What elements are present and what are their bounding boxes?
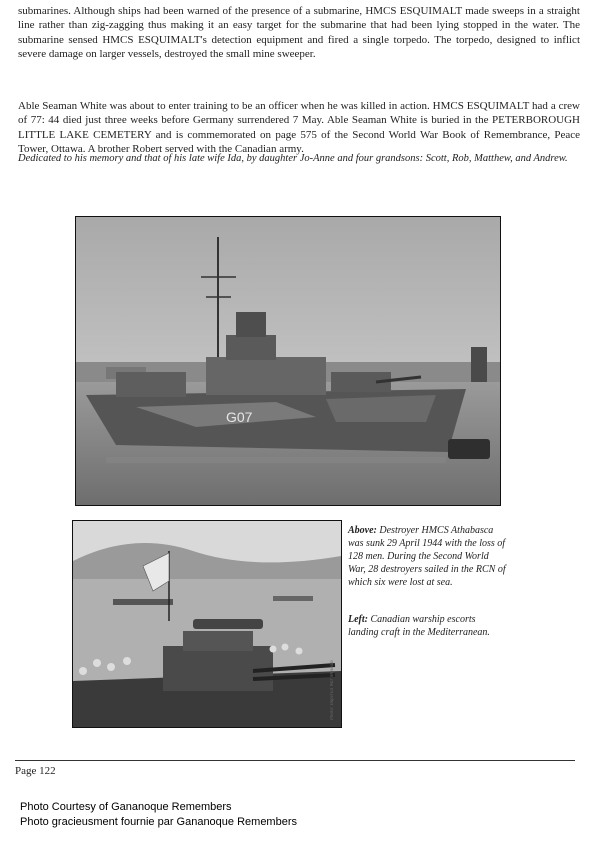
landing-craft-photo bbox=[72, 520, 342, 728]
destroyer-illustration bbox=[76, 217, 500, 505]
hull-pennant-number: G07 bbox=[226, 409, 253, 425]
body-paragraph-1: submarines. Although ships had been warned of the presence of a submarine, HMCS ESQUIMALT made sweeps in a straight line rather than zig-zagging thus making it an easy target for the submarine that had been lying stopped in the water. The submarine sensed HMCS ESQUIMALT's detection equipment and fired a single torpedo. The torpedo, designed to inflict severe damage on larger vessels, destroyed the small mine sweeper. bbox=[18, 5, 580, 61]
body-paragraph-2: Able Seaman White was about to enter training to be an officer when he was killed in action. HMCS ESQUIMALT had a crew of 77: 44 died just three weeks before Germany surrendered 7 May. Able Seaman White is buried in the PETERBOROUGH LITTLE LAKE CEMETERY and is commemorated on page 575 of the Second World War Book of Remembrance, Peace Tower, Ottawa. A brother Robert served with the Canadian army. bbox=[18, 100, 580, 156]
page-number: Page 122 bbox=[15, 765, 56, 777]
caption-left-text: Canadian warship escorts landing craft in the Mediterranean. bbox=[348, 614, 490, 638]
dedication-paragraph: Dedicated to his memory and that of his late wife Ida, by daughter Jo-Anne and four grandsons: Scott, Rob, Matthew, and Andrew. bbox=[18, 153, 568, 164]
caption-left bbox=[348, 613, 508, 639]
caption-above-text: Destroyer HMCS Athabasca was sunk 29 April 1944 with the loss of 128 men. During the Second World War, 28 destroyers sailed in the RCN of which six were lost at sea. bbox=[348, 525, 506, 588]
photo-credit-vertical: Photo: Imperial War Museum bbox=[330, 660, 335, 720]
photo-credit-english: Photo Courtesy of Gananoque Remembers bbox=[20, 801, 232, 813]
destroyer-photo bbox=[75, 216, 501, 506]
caption-left-lead: Left: bbox=[348, 614, 368, 625]
caption-above bbox=[348, 524, 508, 589]
footer-rule bbox=[15, 760, 575, 761]
photo-credit-french: Photo gracieusment fournie par Gananoque Remembers bbox=[20, 816, 297, 828]
landing-craft-illustration bbox=[73, 521, 341, 727]
caption-above-lead: Above: bbox=[348, 525, 377, 536]
